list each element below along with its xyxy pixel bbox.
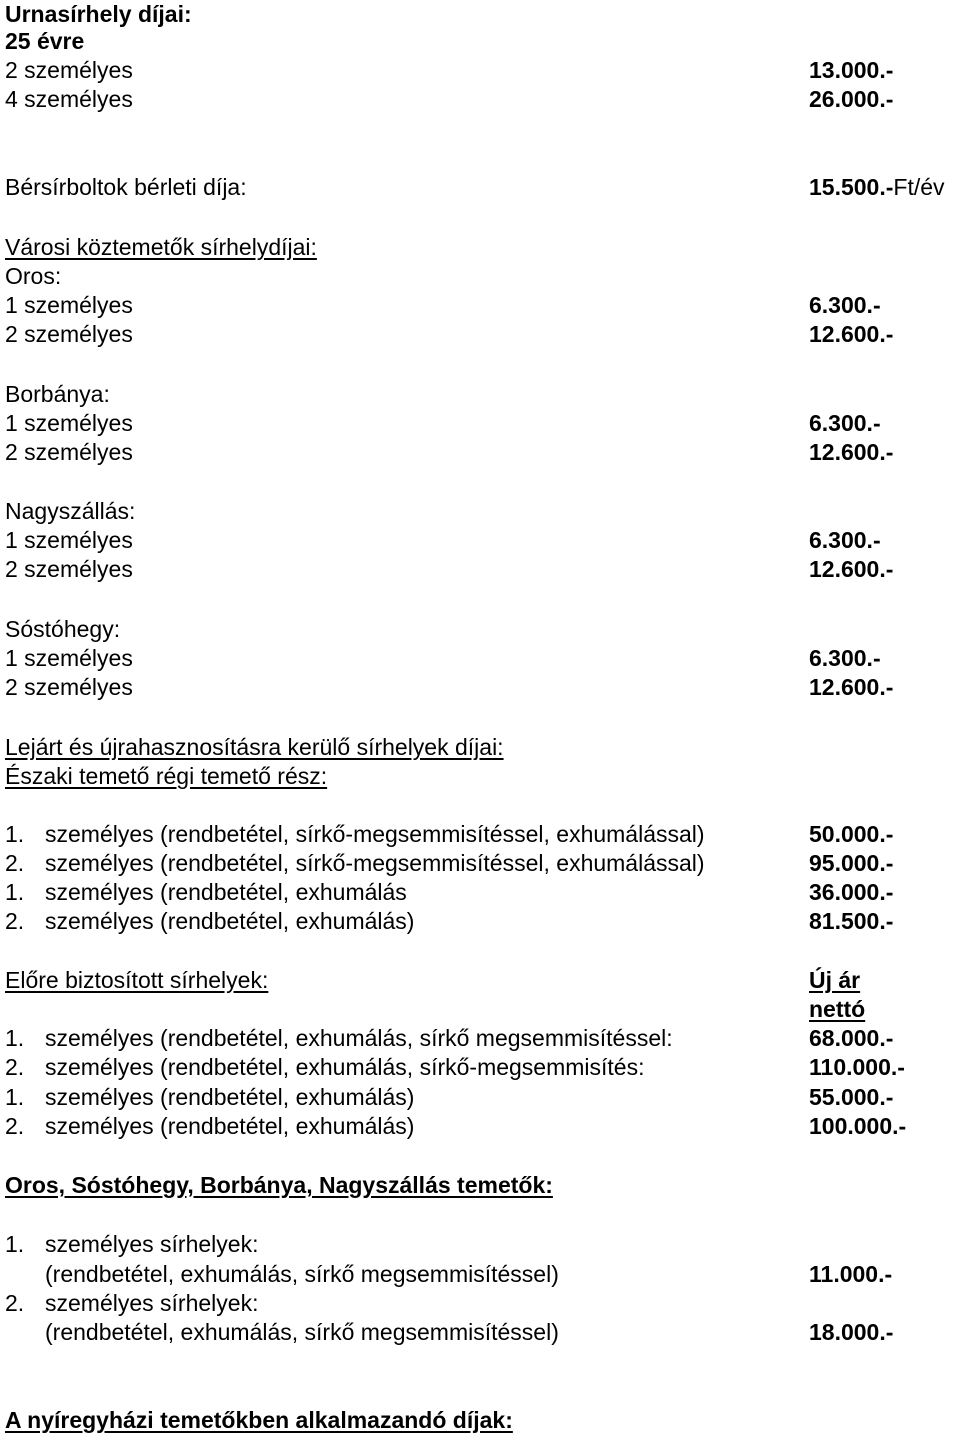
row-price: 36.000.- <box>809 879 894 905</box>
row-label: 2 személyes <box>5 439 133 465</box>
row-index: 1. <box>5 821 25 847</box>
section-name-nagyszallas: Nagyszállás: <box>5 498 136 524</box>
vault-price-unit: Ft/év <box>893 174 945 200</box>
cemetery-item-detail <box>5 1318 960 1346</box>
row-price: 13.000.- <box>809 57 894 83</box>
price-row <box>5 644 960 672</box>
cemetery-item-heading <box>5 1230 960 1258</box>
reserved-col-header-2: nettó <box>809 996 866 1022</box>
row-label: 1 személyes <box>5 410 133 436</box>
cemetery-item-heading <box>5 1289 960 1317</box>
urn-title: Urnasírhely díjai: <box>5 1 192 27</box>
price-row <box>5 673 960 701</box>
vault-price <box>809 173 945 201</box>
city-title: Városi köztemetők sírhelydíjai: <box>5 234 317 260</box>
row-index: 1. <box>5 1084 25 1110</box>
row-label: 2 személyes <box>5 321 133 347</box>
row-text: személyes (rendbetétel, sírkő-megsemmisítéssel, exhumálással) <box>45 850 705 876</box>
section-name-sostohegy: Sóstóhegy: <box>5 616 121 642</box>
row-price: 6.300.- <box>809 410 881 436</box>
price-row <box>5 320 960 348</box>
row-label: 4 személyes <box>5 86 133 112</box>
row-price: 50.000.- <box>809 821 894 847</box>
urn-row <box>5 85 960 113</box>
row-label: 1 személyes <box>5 645 133 671</box>
vault-row <box>5 173 960 201</box>
row-label: 2 személyes <box>5 57 133 83</box>
price-row <box>5 555 960 583</box>
row-label: 2 személyes <box>5 556 133 582</box>
expired-row <box>5 849 960 877</box>
price-row <box>5 409 960 437</box>
row-price: 12.600.- <box>809 321 894 347</box>
item-heading: személyes sírhelyek: <box>45 1231 259 1257</box>
row-price: 6.300.- <box>809 292 881 318</box>
row-price: 12.600.- <box>809 556 894 582</box>
cemetery-item-detail <box>5 1260 960 1288</box>
item-index: 2. <box>5 1290 25 1316</box>
row-index: 2. <box>5 908 25 934</box>
item-detail: (rendbetétel, exhumálás, sírkő megsemmisítéssel) <box>45 1261 559 1287</box>
urn-row <box>5 56 960 84</box>
row-price: 6.300.- <box>809 527 881 553</box>
reserved-row <box>5 1083 960 1111</box>
item-heading: személyes sírhelyek: <box>45 1290 259 1316</box>
row-text: személyes (rendbetétel, exhumálás) <box>45 908 415 934</box>
expired-row <box>5 878 960 906</box>
row-text: személyes (rendbetétel, sírkő-megsemmisítéssel, exhumálással) <box>45 821 705 847</box>
expired-title: Lejárt és újrahasznosításra kerülő sírhelyek díjai: <box>5 734 504 760</box>
row-index: 2. <box>5 1054 25 1080</box>
row-price: 6.300.- <box>809 645 881 671</box>
row-index: 1. <box>5 879 25 905</box>
row-price: 68.000.- <box>809 1025 894 1051</box>
vault-label: Bérsírboltok bérleti díja: <box>5 174 247 200</box>
footer-title: A nyíregyházi temetőkben alkalmazandó díjak: <box>5 1407 513 1433</box>
cemeteries-title: Oros, Sóstóhegy, Borbánya, Nagyszállás temetők: <box>5 1172 553 1198</box>
row-text: személyes (rendbetétel, exhumálás) <box>45 1113 415 1139</box>
section-name-borbanya: Borbánya: <box>5 381 110 407</box>
price-row <box>5 438 960 466</box>
expired-row <box>5 820 960 848</box>
row-price: 100.000.- <box>809 1113 907 1139</box>
row-label: 1 személyes <box>5 292 133 318</box>
reserved-row <box>5 1024 960 1052</box>
row-index: 2. <box>5 1113 25 1139</box>
row-text: személyes (rendbetétel, exhumálás, sírkő megsemmisítéssel: <box>45 1025 673 1051</box>
reserved-header-2 <box>5 995 960 1023</box>
item-price: 11.000.- <box>809 1261 893 1287</box>
row-label: 1 személyes <box>5 527 133 553</box>
price-row <box>5 526 960 554</box>
row-price: 26.000.- <box>809 86 894 112</box>
row-index: 1. <box>5 1025 25 1051</box>
reserved-col-header-1: Új ár <box>809 967 861 993</box>
reserved-row <box>5 1053 960 1081</box>
expired-subtitle: Északi temető régi temető rész: <box>5 763 328 789</box>
item-price: 18.000.- <box>809 1319 894 1345</box>
row-text: személyes (rendbetétel, exhumálás) <box>45 1084 415 1110</box>
item-index: 1. <box>5 1231 25 1257</box>
row-price: 55.000.- <box>809 1084 894 1110</box>
row-index: 2. <box>5 850 25 876</box>
row-price: 110.000.- <box>809 1054 905 1080</box>
row-price: 95.000.- <box>809 850 894 876</box>
reserved-header <box>5 966 960 994</box>
row-label: 2 személyes <box>5 674 133 700</box>
urn-period: 25 évre <box>5 28 85 54</box>
row-price: 81.500.- <box>809 908 894 934</box>
price-row <box>5 291 960 319</box>
reserved-row <box>5 1112 960 1140</box>
row-price: 12.600.- <box>809 439 894 465</box>
row-text: személyes (rendbetétel, exhumálás, sírkő-megsemmisítés: <box>45 1054 645 1080</box>
item-detail: (rendbetétel, exhumálás, sírkő megsemmisítéssel) <box>45 1319 559 1345</box>
section-name-oros: Oros: <box>5 263 62 289</box>
reserved-title: Előre biztosított sírhelyek: <box>5 967 269 993</box>
row-text: személyes (rendbetétel, exhumálás <box>45 879 407 905</box>
row-price: 12.600.- <box>809 674 894 700</box>
expired-row <box>5 907 960 935</box>
vault-price-value: 15.500.- <box>809 174 894 200</box>
